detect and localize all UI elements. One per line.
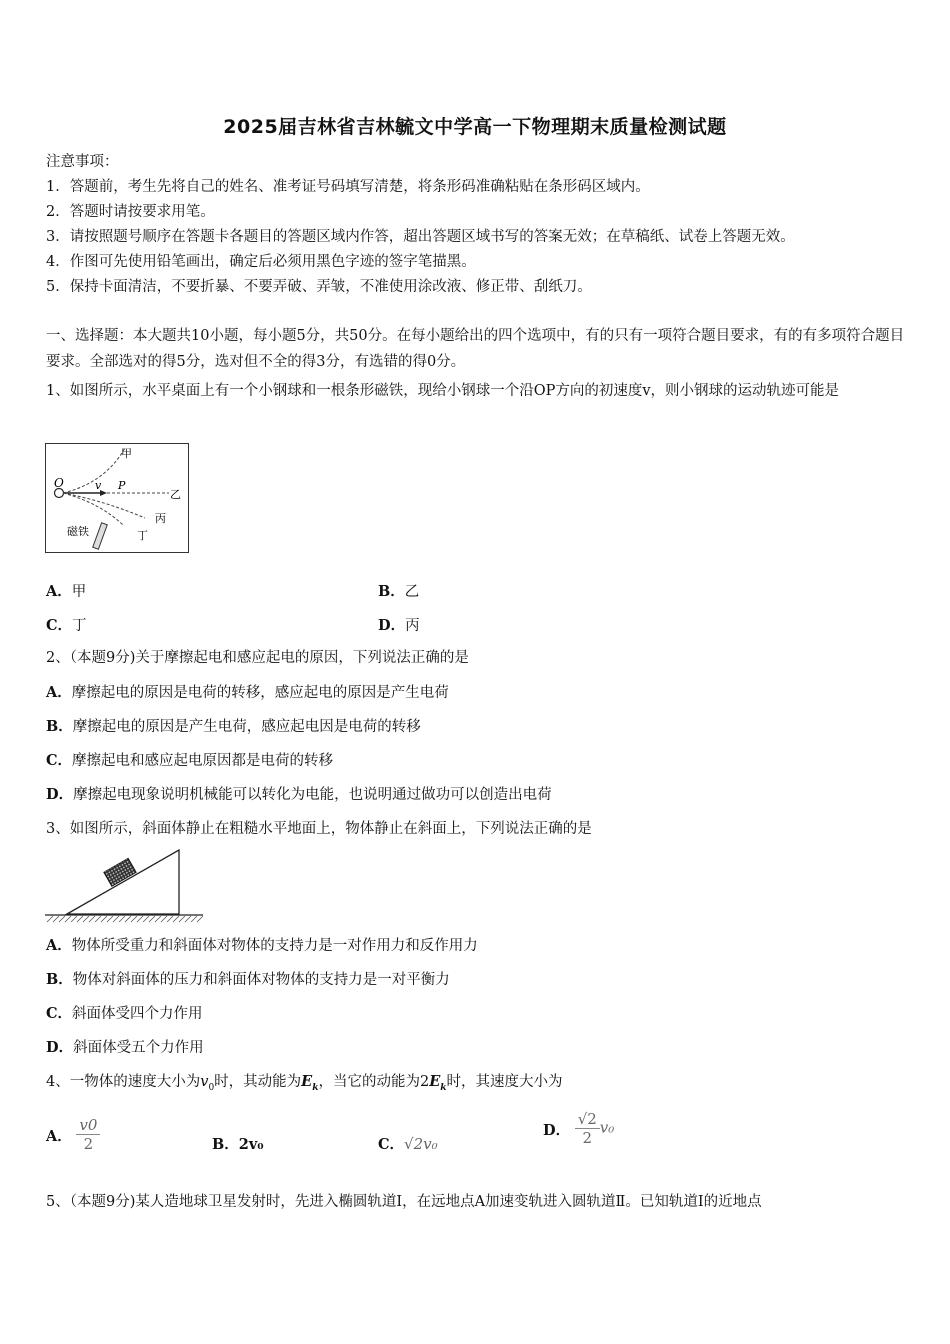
- notice-item: 5．保持卡面清洁，不要折暴、不要弄破、弄皱，不准使用涂改液、修正带、刮纸刀。: [46, 279, 592, 295]
- option-row: [46, 1116, 100, 1153]
- fraction-denominator: 2: [582, 1129, 593, 1147]
- option-label: B．: [378, 583, 405, 600]
- question-3-stem: 3、如图所示，斜面体静止在粗糙水平地面上，物体静止在斜面上，下列说法正确的是: [46, 821, 592, 837]
- option-label: D．: [46, 786, 74, 803]
- option-label: D．: [543, 1121, 571, 1139]
- fig-label-bing: 丙: [155, 512, 166, 525]
- q4-text: ，当它的动能为2: [318, 1074, 430, 1090]
- fraction-denominator: 2: [83, 1135, 94, 1153]
- question-3-figure: [45, 848, 205, 926]
- fraction: [76, 1116, 100, 1153]
- option-text: 甲: [71, 584, 87, 600]
- option-label: B．: [46, 971, 73, 988]
- fraction-numerator: v0: [76, 1116, 100, 1135]
- option-row: [46, 1004, 203, 1024]
- option-label: A．: [46, 583, 72, 600]
- option-row: [378, 580, 419, 601]
- option-text: 摩擦起电现象说明机械能可以转化为电能，也说明通过做功可以创造出电荷: [73, 787, 552, 803]
- option-row: [46, 683, 449, 703]
- question-4-stem: [46, 1072, 563, 1098]
- option-row: [46, 936, 478, 956]
- option-label: D．: [378, 617, 406, 634]
- option-text: 斜面体受五个力作用: [73, 1040, 204, 1056]
- fig-label-yi: 乙: [170, 488, 181, 501]
- option-row: [378, 614, 420, 635]
- fraction: [575, 1110, 600, 1147]
- option-row: [212, 1133, 264, 1154]
- option-row: [46, 1038, 204, 1058]
- fraction-numerator: √2: [575, 1110, 600, 1129]
- fig-label-v: v: [95, 479, 102, 492]
- option-text: 摩擦起电和感应起电原因都是电荷的转移: [72, 753, 334, 769]
- option-row: [543, 1110, 614, 1147]
- q4-text: 时，其动能为: [214, 1074, 302, 1090]
- option-label: C．: [46, 617, 73, 634]
- option-text: 物体对斜面体的压力和斜面体对物体的支持力是一对平衡力: [72, 972, 450, 988]
- q4-text: 4、一物体的速度大小为: [46, 1074, 201, 1090]
- question-1-figure: [45, 443, 189, 553]
- option-row: [46, 785, 552, 805]
- option-text: 2v₀: [238, 1136, 264, 1153]
- option-label: A．: [46, 1127, 72, 1145]
- q4-ek-sub: k: [440, 1082, 447, 1093]
- question-5-stem: 5、（本题9分)某人造地球卫星发射时，先进入椭圆轨道Ⅰ，在远地点A加速变轨进入圆轨道Ⅱ。已知轨道Ⅰ的近地点: [46, 1194, 762, 1210]
- option-row: [46, 717, 421, 737]
- page-title: 2025届吉林省吉林毓文中学高一下物理期末质量检测试题: [223, 116, 727, 138]
- option-text: 丙: [405, 618, 420, 634]
- question-2-stem: 2、（本题9分)关于摩擦起电和感应起电的原因，下列说法正确的是: [46, 650, 469, 666]
- notice-item: 4．作图可先使用铅笔画出，确定后必须用黑色字迹的签字笔描黑。: [46, 254, 476, 270]
- option-text: 物体所受重力和斜面体对物体的支持力是一对作用力和反作用力: [71, 938, 478, 954]
- option-text: √2v₀: [404, 1135, 438, 1153]
- option-text: 斜面体受四个力作用: [72, 1006, 203, 1022]
- q4-v-sub: 0: [208, 1082, 215, 1093]
- option-row: [378, 1133, 438, 1154]
- notice-item: 2．答题时请按要求用笔。: [46, 204, 215, 220]
- q4-ek: E: [429, 1073, 441, 1090]
- section-intro: 一、选择题：本大题共10小题，每小题5分，共50分。在每小题给出的四个选项中，有的只有一项符合题目要求，有的有多项符合题目要求。全部选对的得5分，选对但不全的得3分，有选错的得0分。: [46, 328, 905, 370]
- option-label: C．: [46, 1005, 73, 1022]
- option-label: B．: [212, 1136, 239, 1153]
- option-tail: v₀: [599, 1118, 615, 1137]
- option-text: 乙: [404, 584, 420, 600]
- q4-v: v: [200, 1074, 209, 1090]
- option-row: [46, 614, 87, 635]
- option-text: 摩擦起电的原因是电荷的转移，感应起电的原因是产生电荷: [71, 685, 449, 701]
- option-label: C．: [378, 1136, 405, 1153]
- q4-ek: E: [301, 1073, 313, 1090]
- option-row: [46, 580, 86, 601]
- option-text: 摩擦起电的原因是产生电荷，感应起电因是电荷的转移: [72, 719, 421, 735]
- option-label: A．: [46, 937, 72, 954]
- option-text: 丁: [72, 618, 87, 634]
- fig-label-jia: 甲: [121, 447, 132, 460]
- q4-text: 时，其速度大小为: [446, 1074, 563, 1090]
- option-row: [46, 751, 333, 771]
- option-label: A．: [46, 684, 72, 701]
- fig-label-o: O: [54, 476, 64, 490]
- fig-label-magnet: 磁铁: [67, 525, 89, 538]
- q4-ek-sub: k: [312, 1082, 319, 1093]
- fig-label-ding: 丁: [137, 529, 148, 542]
- fig-label-p: P: [118, 479, 126, 492]
- question-1-stem: 1、如图所示，水平桌面上有一个小钢球和一根条形磁铁，现给小钢球一个沿OP方向的初速度v，则小钢球的运动轨迹可能是: [46, 383, 840, 399]
- notice-item: 3．请按照题号顺序在答题卡各题目的答题区域内作答，超出答题区域书写的答案无效；在草稿纸、试卷上答题无效。: [46, 229, 795, 245]
- option-label: C．: [46, 752, 73, 769]
- option-label: D．: [46, 1039, 74, 1056]
- option-label: B．: [46, 718, 73, 735]
- option-row: [46, 970, 450, 990]
- notice-item: 1．答题前，考生先将自己的姓名、准考证号码填写清楚，将条形码准确粘贴在条形码区域内。: [46, 179, 650, 195]
- notice-heading: 注意事项：: [46, 154, 119, 170]
